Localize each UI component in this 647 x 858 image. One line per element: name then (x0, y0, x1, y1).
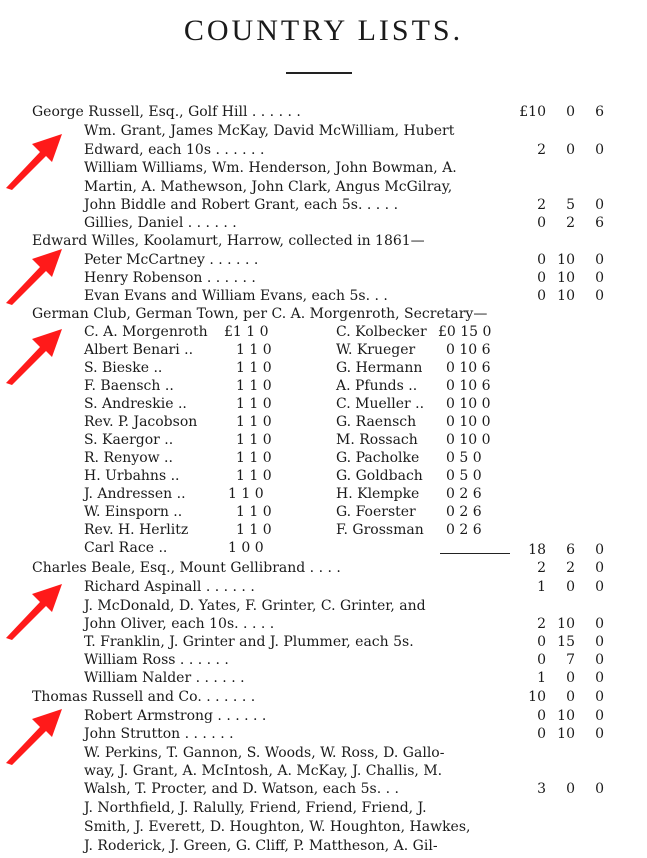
club-member-name: Carl Race .. (84, 540, 168, 556)
entry-line: Walsh, T. Procter, and D. Watson, each 5s. . . (84, 781, 399, 797)
club-member-name: G. Goldbach (336, 468, 423, 484)
entry-line: Gillies, Daniel . . . . . . (84, 215, 237, 231)
club-member-amount: 0 2 6 (446, 486, 482, 502)
amount: 0 10 0 (537, 252, 604, 268)
club-member-name: C. Mueller .. (336, 396, 425, 412)
title-rule (286, 72, 352, 74)
club-member-name: A. Pfunds .. (336, 378, 418, 394)
club-member-name: S. Kaergor .. (84, 432, 174, 448)
club-member-name: Rev. H. Herlitz (84, 522, 189, 538)
amount: 0 2 6 (537, 215, 604, 231)
club-member-amount: £0 15 0 (438, 324, 492, 340)
entry-line: John Oliver, each 10s. . . . . (84, 616, 275, 632)
entry-line: W. Perkins, T. Gannon, S. Woods, W. Ross, D. Gallo- (84, 745, 445, 761)
club-member-amount: 1 1 0 (236, 378, 272, 394)
club-member-amount: 0 10 6 (446, 342, 491, 358)
amount: 0 10 0 (537, 288, 604, 304)
club-member-name: Rev. P. Jacobson (84, 414, 198, 430)
entry-line: Smith, J. Everett, D. Houghton, W. Houghton, Hawkes, (84, 819, 471, 835)
entry-line: John Biddle and Robert Grant, each 5s. . . . . (84, 197, 399, 213)
amount: 1 0 0 (537, 579, 604, 595)
entry-line: William Nalder . . . . . . (84, 670, 245, 686)
page-title: COUNTRY LISTS. (183, 14, 464, 47)
entry-line: way, J. Grant, A. McIntosh, A. McKay, J. Challis, M. (84, 763, 443, 779)
club-member-name: J. Andressen .. (84, 486, 186, 502)
club-member-amount: 1 1 0 (236, 432, 272, 448)
entry-line: Richard Aspinall . . . . . . (84, 579, 255, 595)
club-member-amount: 0 2 6 (446, 522, 482, 538)
amount: 10 0 0 (528, 689, 604, 705)
amount: 0 10 0 (537, 270, 604, 286)
club-member-amount: 0 10 6 (446, 360, 491, 376)
entry-line: J. Roderick, J. Green, G. Cliff, P. Mattheson, A. Gil- (84, 838, 438, 854)
club-member-amount: 1 1 0 (236, 468, 272, 484)
amount: 0 7 0 (537, 652, 604, 668)
amount: 2 5 0 (537, 197, 604, 213)
red-arrow-icon (0, 705, 64, 765)
amount-german-club-total: 18 6 0 (528, 542, 604, 558)
red-arrow-icon (0, 130, 64, 190)
club-member-name: Albert Benari .. (84, 342, 194, 358)
club-member-amount: 0 5 0 (446, 450, 482, 466)
entry-line: Evan Evans and William Evans, each 5s. . . (84, 288, 388, 304)
entry-line: William Williams, Wm. Henderson, John Bowman, A. (84, 160, 457, 176)
entry-edward-willes: Edward Willes, Koolamurt, Harrow, collected in 1861— (32, 233, 425, 249)
club-member-amount: 0 10 0 (446, 414, 491, 430)
entry-german-club: German Club, German Town, per C. A. Morgenroth, Secretary— (32, 306, 488, 322)
entry-thomas-russell: Thomas Russell and Co. . . . . . . (32, 689, 256, 705)
club-member-name: G. Raensch (336, 414, 417, 430)
amount: 0 10 0 (537, 708, 604, 724)
club-member-amount: 1 1 0 (236, 360, 272, 376)
club-member-name: R. Renyow .. (84, 450, 173, 466)
club-member-amount: 1 1 0 (236, 342, 272, 358)
club-member-name: G. Foerster (336, 504, 416, 520)
entry-line: J. McDonald, D. Yates, F. Grinter, C. Grinter, and (84, 598, 426, 614)
club-member-amount: 1 1 0 (236, 504, 272, 520)
entry-line: Wm. Grant, James McKay, David McWilliam, Hubert (84, 123, 455, 139)
club-member-amount: 1 0 0 (228, 540, 264, 556)
club-member-amount: 1 1 0 (236, 414, 272, 430)
entry-line: Robert Armstrong . . . . . . (84, 708, 267, 724)
club-member-name: F. Grossman (336, 522, 424, 538)
amount: 2 10 0 (537, 616, 604, 632)
amount: 2 0 0 (537, 142, 604, 158)
amount: 0 10 0 (537, 726, 604, 742)
amount: 0 15 0 (537, 634, 604, 650)
club-member-amount: 0 5 0 (446, 468, 482, 484)
amount: 1 0 0 (537, 670, 604, 686)
entry-line: Henry Robenson . . . . . . (84, 270, 256, 286)
club-member-amount: 0 10 0 (446, 396, 491, 412)
club-member-name: F. Baensch .. (84, 378, 174, 394)
amount: 3 0 0 (537, 781, 604, 797)
amount: 2 2 0 (537, 560, 604, 576)
club-member-name: G. Pacholke (336, 450, 420, 466)
club-member-name: W. Krueger (336, 342, 416, 358)
entry-charles-beale: Charles Beale, Esq., Mount Gellibrand . . . . (32, 560, 341, 576)
club-member-name: M. Rossach (336, 432, 418, 448)
entry-line: Edward, each 10s . . . . . . (84, 142, 265, 158)
club-member-name: C. Kolbecker (336, 324, 427, 340)
entry-line: Peter McCartney . . . . . . (84, 252, 259, 268)
club-member-name: W. Einsporn .. (84, 504, 183, 520)
club-member-name: S. Bieske .. (84, 360, 163, 376)
club-member-amount: £1 1 0 (224, 324, 269, 340)
entry-line: John Strutton . . . . . . (84, 726, 234, 742)
entry-line: Martin, A. Mathewson, John Clark, Angus McGilray, (84, 179, 453, 195)
entry-george-russell: George Russell, Esq., Golf Hill . . . . . . (32, 104, 301, 120)
club-member-amount: 1 1 0 (236, 396, 272, 412)
club-member-amount: 0 2 6 (446, 504, 482, 520)
club-member-amount: 1 1 0 (236, 450, 272, 466)
club-member-name: S. Andreskie .. (84, 396, 187, 412)
club-member-name: G. Hermann (336, 360, 423, 376)
red-arrow-icon (0, 325, 64, 385)
club-member-name: H. Urbahns .. (84, 468, 180, 484)
amount-george-russell: £10 0 6 (519, 104, 604, 120)
club-member-name: H. Klempke (336, 486, 420, 502)
entry-line: William Ross . . . . . . (84, 652, 229, 668)
entry-line: J. Northfield, J. Ralully, Friend, Friend, Friend, J. (84, 800, 427, 816)
club-member-amount: 0 10 6 (446, 378, 491, 394)
entry-line: T. Franklin, J. Grinter and J. Plummer, each 5s. (84, 634, 414, 650)
club-member-name: C. A. Morgenroth (84, 324, 208, 340)
red-arrow-icon (0, 245, 64, 305)
club-member-amount: 0 10 0 (446, 432, 491, 448)
club-member-amount: 1 1 0 (228, 486, 264, 502)
red-arrow-icon (0, 580, 64, 640)
club-member-amount: 1 1 0 (236, 522, 272, 538)
